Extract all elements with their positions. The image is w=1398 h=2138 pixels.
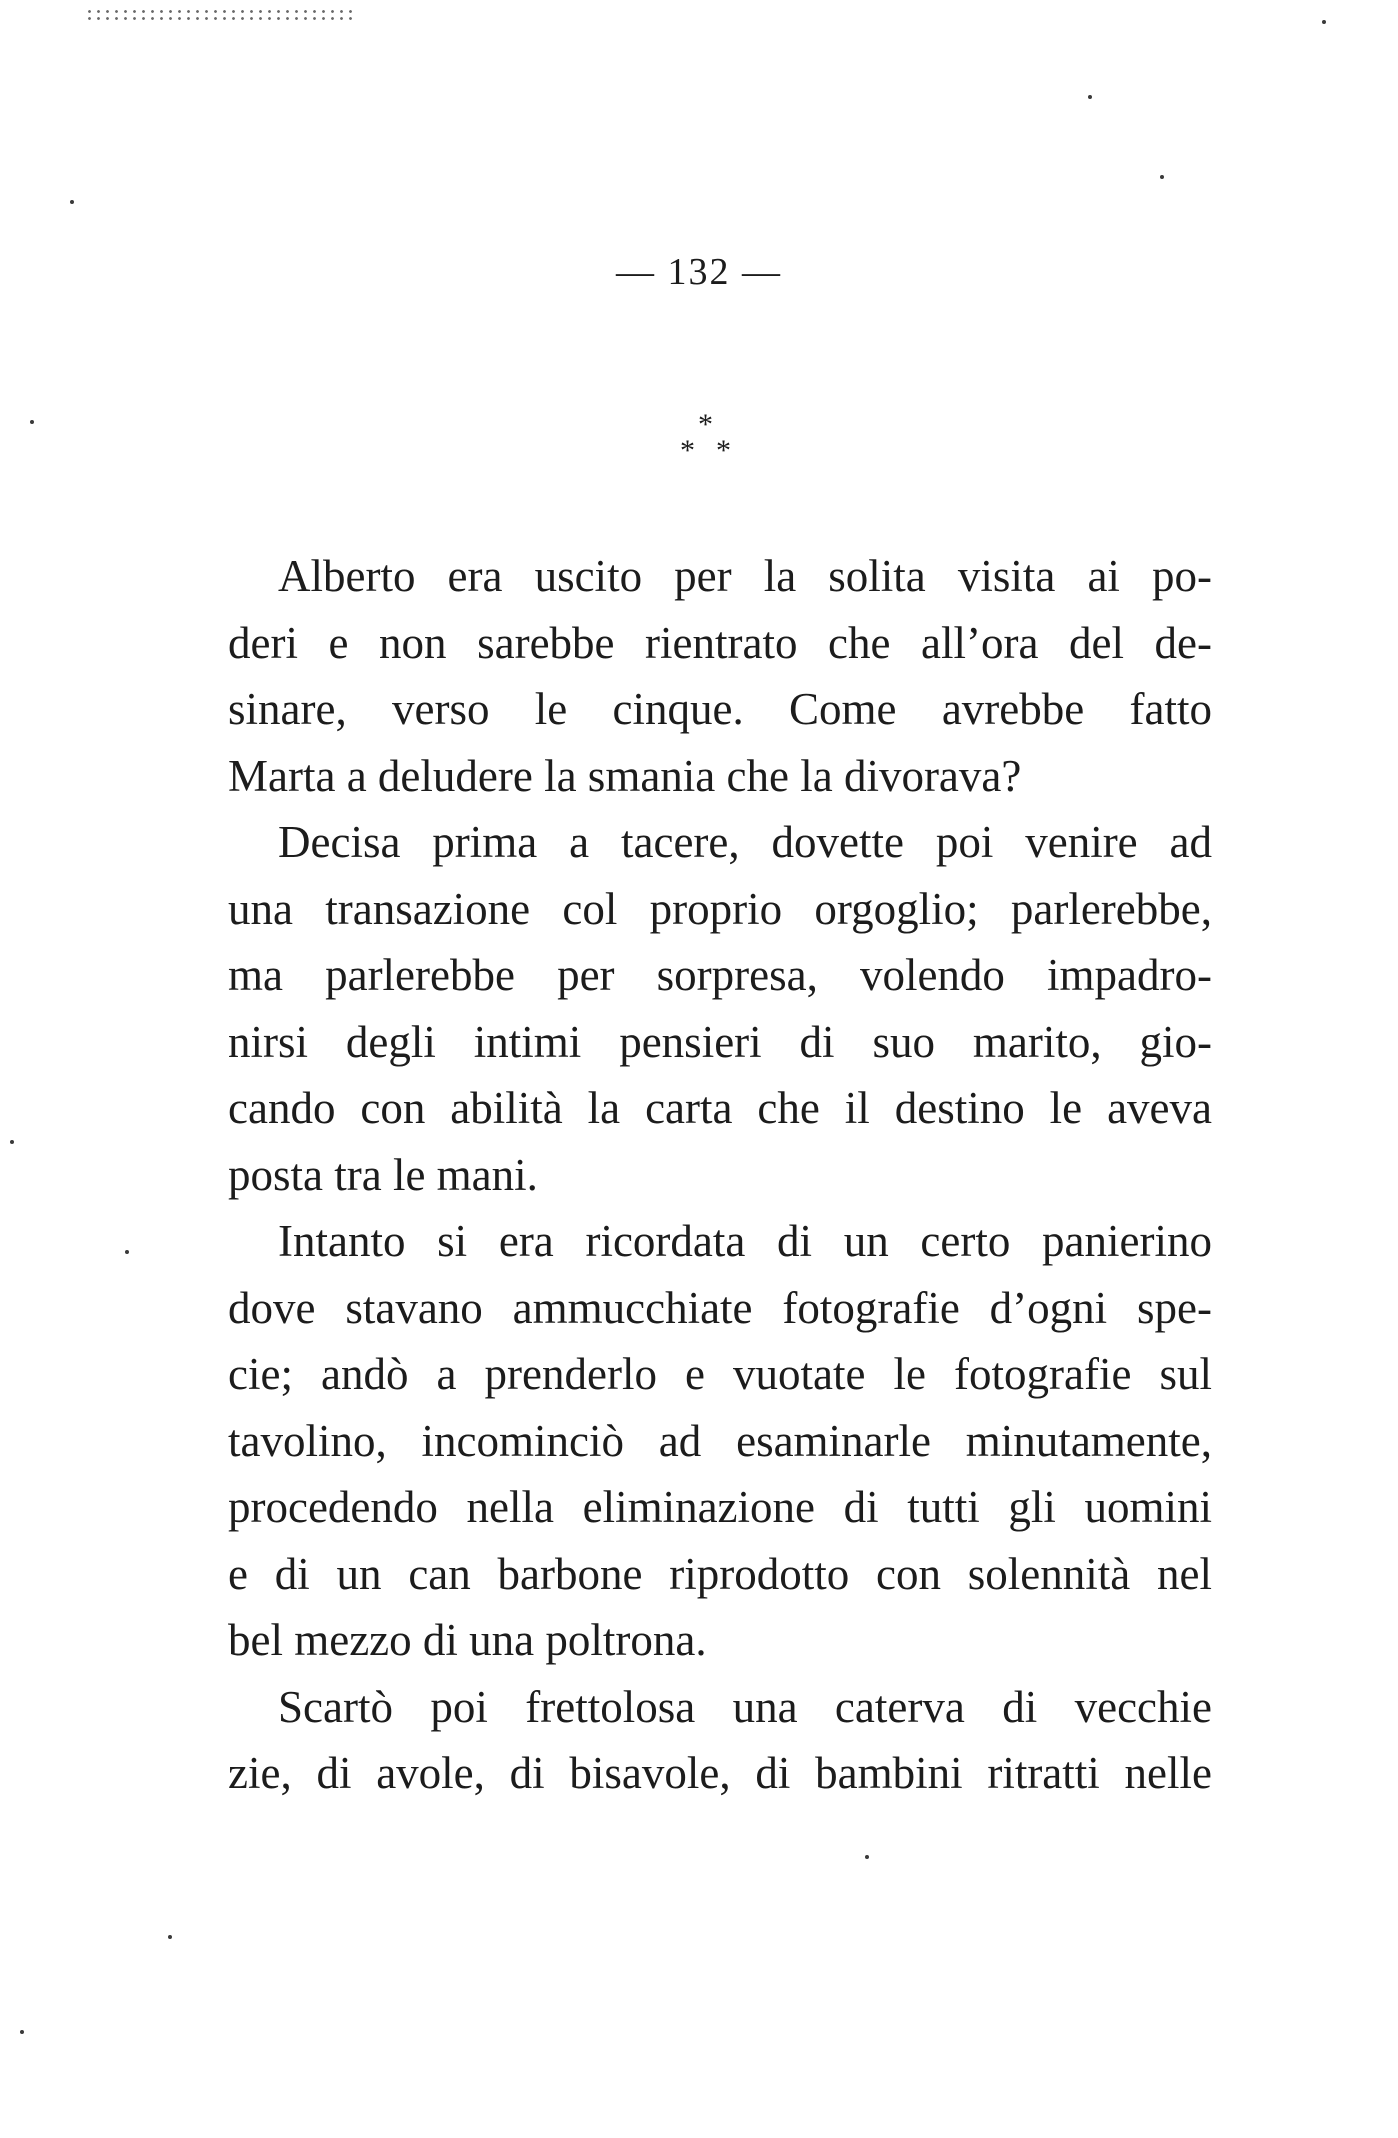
paragraph — [228, 1674, 1212, 1807]
paragraph — [228, 1208, 1212, 1674]
text-line: procedendo nella eliminazione di tutti gli uomini — [228, 1482, 1212, 1532]
scan-speck — [865, 1855, 869, 1859]
text-line: cie; andò a prenderlo e vuotate le fotografie sul — [228, 1349, 1212, 1399]
scan-speck — [168, 1935, 172, 1939]
text-line: ma parlerebbe per sorpresa, volendo impadro- — [228, 950, 1212, 1000]
scan-speck — [1088, 95, 1092, 99]
page-number: — 132 — — [616, 251, 782, 293]
paragraph — [228, 809, 1212, 1208]
scan-speck — [1160, 175, 1164, 179]
asterisk-glyph: * — [680, 434, 695, 467]
scan-speck — [1322, 20, 1326, 24]
paragraph — [228, 543, 1212, 809]
text-line: Decisa prima a tacere, dovette poi venire ad — [278, 817, 1212, 867]
text-line: Marta a deludere la smania che la divorava? — [228, 750, 1022, 801]
text-line: deri e non sarebbe rientrato che all’ora del de- — [228, 617, 1212, 668]
scan-speck — [10, 1140, 14, 1144]
text-line: tavolino, incominciò ad esaminarle minutamente, — [228, 1415, 1212, 1466]
text-line: cando con abilità la carta che il destino le aveva — [228, 1083, 1212, 1133]
asterisk-glyph: * — [698, 408, 713, 441]
scan-speck — [20, 2030, 24, 2034]
text-line: Alberto era uscito per la solita visita ai po- — [278, 551, 1212, 601]
text-line: dove stavano ammucchiate fotografie d’ogni spe- — [228, 1282, 1212, 1333]
text-line: nirsi degli intimi pensieri di suo marito, gio- — [228, 1016, 1212, 1067]
scan-speck — [125, 1250, 129, 1254]
asterisk-glyph: * — [716, 434, 731, 467]
scan-speck — [70, 200, 74, 204]
text-line: bel mezzo di una poltrona. — [228, 1615, 707, 1665]
body-text — [228, 543, 1212, 1807]
text-line: sinare, verso le cinque. Come avrebbe fatto — [228, 684, 1212, 734]
text-line: una transazione col proprio orgoglio; parlerebbe, — [228, 883, 1212, 934]
scan-speck — [30, 420, 34, 424]
section-separator — [665, 410, 755, 470]
text-line: e di un can barbone riprodotto con solennità nel — [228, 1548, 1212, 1599]
text-line: posta tra le mani. — [228, 1149, 538, 1200]
text-line: Intanto si era ricordata di un certo panierino — [278, 1216, 1212, 1266]
text-line: Scartò poi frettolosa una caterva di vecchie — [278, 1681, 1212, 1732]
text-line: zie, di avole, di bisavole, di bambini ritratti nelle — [228, 1748, 1212, 1798]
scan-noise — [85, 8, 355, 24]
